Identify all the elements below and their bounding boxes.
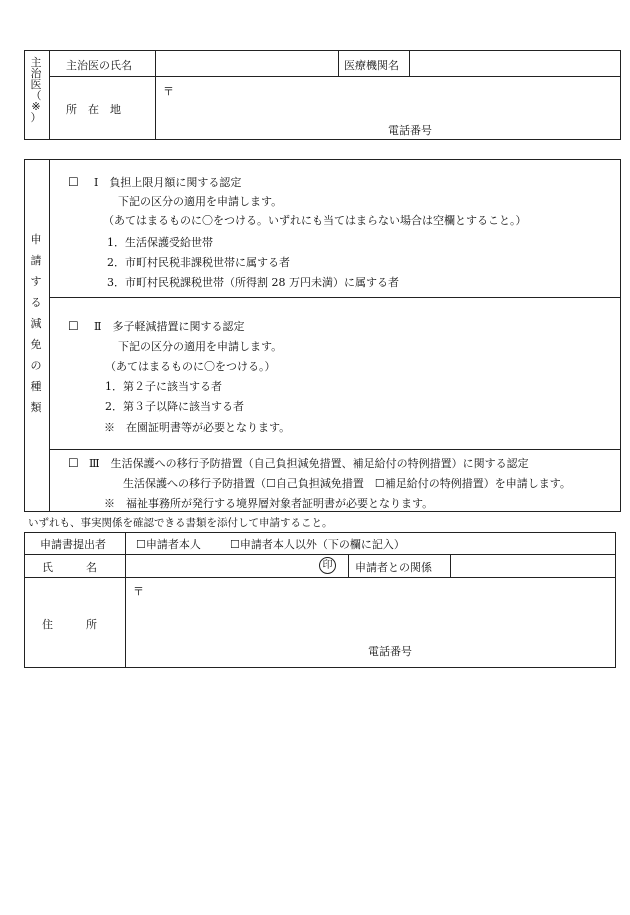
- submitter-option-other[interactable]: ☐申請者本人以外（下の欄に記入）: [230, 538, 405, 551]
- section2-checkbox[interactable]: ☐: [68, 319, 79, 333]
- applicant-address-label: 住 所: [42, 618, 97, 631]
- seal-mark: [319, 557, 336, 574]
- doctor-vertical-label: 主 治 医 （ ※ ）: [30, 56, 42, 124]
- applicant-name-label: 氏 名: [42, 561, 97, 574]
- section1-line1: 下記の区分の適用を申請します。: [118, 195, 283, 208]
- applicant-name-field[interactable]: [127, 556, 317, 576]
- section3-note: ※ 福祉事務所が発行する境界層対象者証明書が必要となります。: [104, 497, 434, 510]
- section3-line1: 生活保護への移行予防措置（☐自己負担減免措置 ☐補足給付の特例措置）を申請します。: [123, 477, 571, 490]
- section2-line1: 下記の区分の適用を申請します。: [118, 340, 283, 353]
- doctor-address-label: 所 在 地: [66, 103, 121, 116]
- relation-field[interactable]: [452, 556, 613, 576]
- seal-text: 印: [322, 560, 333, 571]
- submitter-option-self[interactable]: ☐申請者本人: [136, 538, 201, 551]
- section1-title: Ⅰ 負担上限月額に関する認定: [94, 176, 242, 189]
- attachment-note: いずれも、事実関係を確認できる書類を添付して申請すること。: [28, 517, 333, 529]
- section3-checkbox[interactable]: ☐: [68, 456, 79, 470]
- applicant-postal-mark: 〒: [133, 585, 144, 598]
- section1-checkbox[interactable]: ☐: [68, 175, 79, 189]
- section2-item-2[interactable]: 2．第３子以降に該当する者: [105, 400, 244, 413]
- doctor-name-label: 主治医の氏名: [66, 59, 132, 72]
- reduction-vertical-label: 申 請 す る 減 免 の 種 類: [30, 233, 42, 414]
- section2-line2: （あてはまるものに〇をつける。）: [105, 360, 276, 373]
- institution-field[interactable]: [411, 52, 618, 75]
- section1-item-1[interactable]: 1．生活保護受給世帯: [107, 236, 213, 249]
- section1-item-2[interactable]: 2．市町村民税非課税世帯に属する者: [107, 256, 290, 269]
- relation-label: 申請者との関係: [355, 561, 432, 574]
- section2-title: Ⅱ 多子軽減措置に関する認定: [94, 320, 245, 333]
- institution-label: 医療機関名: [344, 59, 399, 72]
- section1-line2: （あてはまるものに〇をつける。いずれにも当てはまらない場合は空欄とすること。）: [103, 214, 527, 227]
- doctor-phone-label: 電話番号: [388, 124, 432, 137]
- section3-title: Ⅲ 生活保護への移行予防措置（自己負担減免措置、補足給付の特例措置）に関する認定: [89, 457, 529, 470]
- applicant-phone-label: 電話番号: [368, 645, 412, 658]
- doctor-name-field[interactable]: [157, 52, 337, 75]
- section2-item-1[interactable]: 1．第２子に該当する者: [105, 380, 222, 393]
- submitter-label: 申請書提出者: [40, 538, 106, 551]
- section1-item-3[interactable]: 3．市町村民税課税世帯（所得割 28 万円未満）に属する者: [107, 276, 399, 289]
- doctor-postal-mark: 〒: [163, 85, 174, 98]
- section2-note: ※ 在園証明書等が必要となります。: [104, 421, 291, 434]
